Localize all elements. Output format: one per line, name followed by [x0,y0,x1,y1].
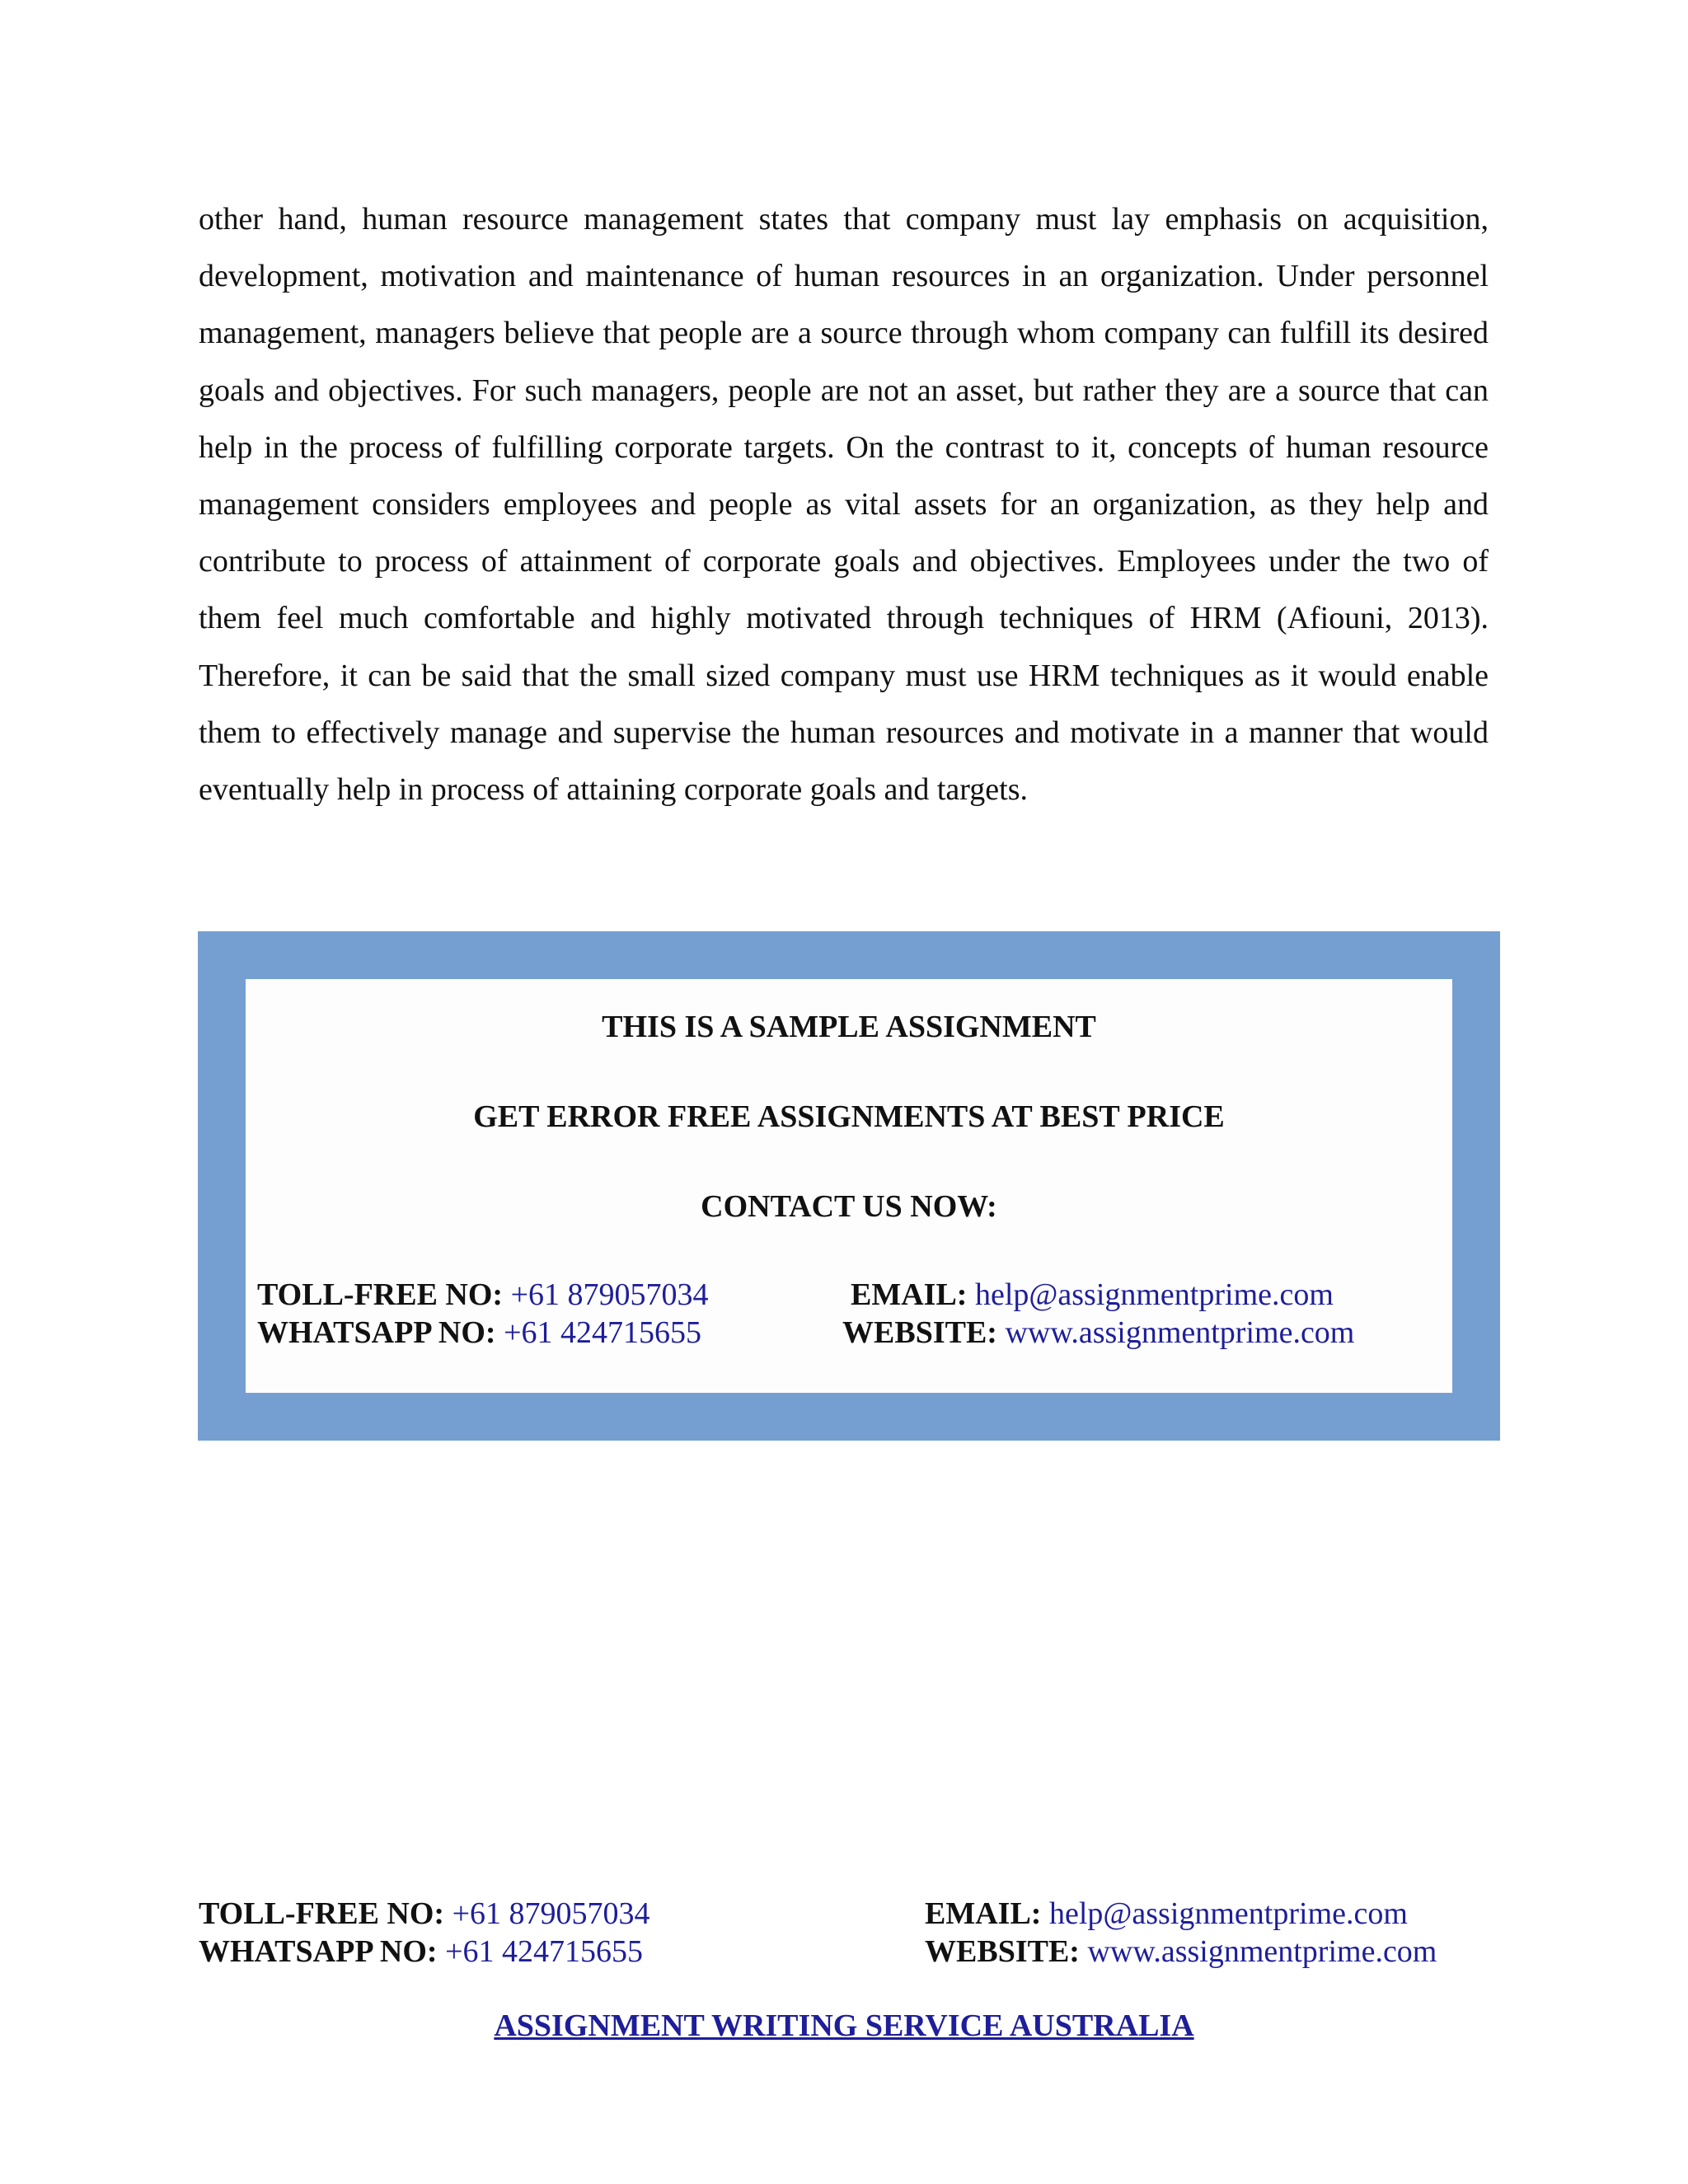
promo-contact-heading: CONTACT US NOW: [701,1189,997,1224]
promo-whatsapp-number[interactable]: +61 424715655 [504,1315,702,1350]
promo-price-heading: GET ERROR FREE ASSIGNMENTS AT BEST PRICE [473,1099,1225,1134]
footer-toll-free-number[interactable]: +61 879057034 [452,1896,650,1931]
footer-toll-free-label: TOLL-FREE NO: [199,1896,445,1931]
promo-email-link[interactable]: help@assignmentprime.com [974,1277,1334,1312]
footer-email [925,1895,1408,1933]
footer-whatsapp-label: WHATSAPP NO: [199,1934,438,1969]
footer-toll-free [199,1895,650,1933]
promo-whatsapp-label: WHATSAPP NO: [257,1315,496,1350]
footer-email-link[interactable]: help@assignmentprime.com [1048,1896,1408,1931]
footer-service-link[interactable]: ASSIGNMENT WRITING SERVICE AUSTRALIA [494,2008,1194,2043]
promo-toll-free-number[interactable]: +61 879057034 [510,1277,709,1312]
footer-email-label: EMAIL: [925,1896,1042,1931]
footer-whatsapp [199,1933,643,1971]
promo-box-border [198,931,1500,1441]
promo-email-label: EMAIL: [851,1277,968,1312]
footer-whatsapp-number[interactable]: +61 424715655 [445,1934,644,1969]
body-paragraph: other hand, human resource management states that company must lay emphasis on acquisition, development, motivation and maintenance of human resources in an organization. Under personnel management, managers believe that people are a source through whom company can fulfill its desired goals and objectives. For such managers, people are not an asset, but rather they are a source that can help in the process of fulfilling corporate targets. On the contrast to it, concepts of human resource management considers employees and people as vital assets for an organization, as they help and contribute to process of attainment of corporate goals and objectives. Employees under the two of them feel much comfortable and highly motivated through techniques of HRM (Afiouni, 2013). Therefore, it can be said that the small sized company must use HRM techniques as it would enable them to effectively manage and supervise the human resources and motivate in a manner that would eventually help in process of attaining corporate goals and targets. [199,202,1489,808]
promo-website-label: WEBSITE: [842,1315,997,1350]
promo-website [842,1314,1354,1352]
footer-website-link[interactable]: www.assignmentprime.com [1087,1934,1437,1969]
promo-sample-heading: THIS IS A SAMPLE ASSIGNMENT [602,1010,1096,1044]
promo-whatsapp [257,1314,701,1352]
promo-toll-free [257,1276,709,1314]
promo-email [851,1276,1334,1314]
footer-website [925,1933,1437,1971]
promo-box [246,979,1452,1393]
promo-toll-free-label: TOLL-FREE NO: [257,1277,504,1312]
promo-website-link[interactable]: www.assignmentprime.com [1005,1315,1355,1350]
footer-website-label: WEBSITE: [925,1934,1080,1969]
